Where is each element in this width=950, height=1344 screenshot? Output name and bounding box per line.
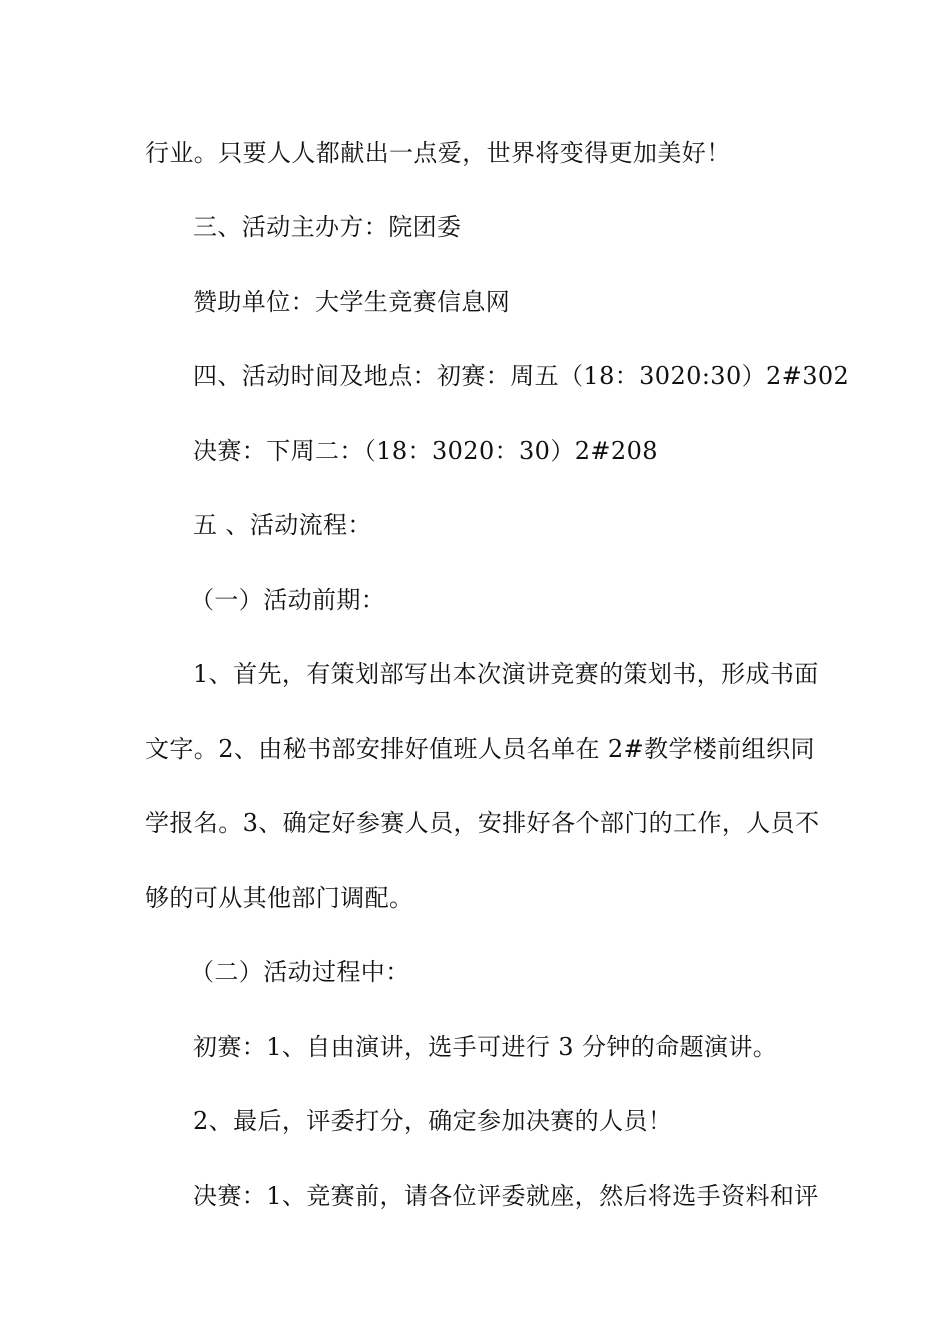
- final-line: 决赛：1、竞赛前，请各位评委就座，然后将选手资料和评: [193, 1182, 819, 1210]
- paragraph-line-2: 文字。2、由秘书部安排好值班人员名单在 2#教学楼前组织同: [145, 735, 815, 763]
- final-time-line: 决赛：下周二：（18：3020：30）2#208: [193, 437, 658, 465]
- paragraph-line-4: 够的可从其他部门调配。: [145, 884, 414, 912]
- section-time-place: 四、活动时间及地点：初赛：周五（18：3020:30）2#302: [193, 362, 850, 390]
- preliminary-line: 初赛：1、自由演讲，选手可进行 3 分钟的命题演讲。: [193, 1033, 778, 1061]
- paragraph-line-1: 1、首先，有策划部写出本次演讲竞赛的策划书，形成书面: [193, 660, 819, 688]
- scoring-line: 2、最后，评委打分，确定参加决赛的人员！: [193, 1107, 673, 1135]
- text-line-1: 行业。只要人人都献出一点爱，世界将变得更加美好！: [145, 139, 731, 167]
- subsection-during: （二）活动过程中：: [190, 958, 410, 986]
- section-process: 五 、活动流程：: [193, 511, 372, 539]
- paragraph-line-3: 学报名。3、确定好参赛人员，安排好各个部门的工作，人员不: [145, 809, 820, 837]
- section-organizer: 三、活动主办方：院团委: [193, 213, 462, 241]
- sponsor-line: 赞助单位：大学生竞赛信息网: [193, 288, 511, 316]
- subsection-early: （一）活动前期：: [190, 586, 386, 614]
